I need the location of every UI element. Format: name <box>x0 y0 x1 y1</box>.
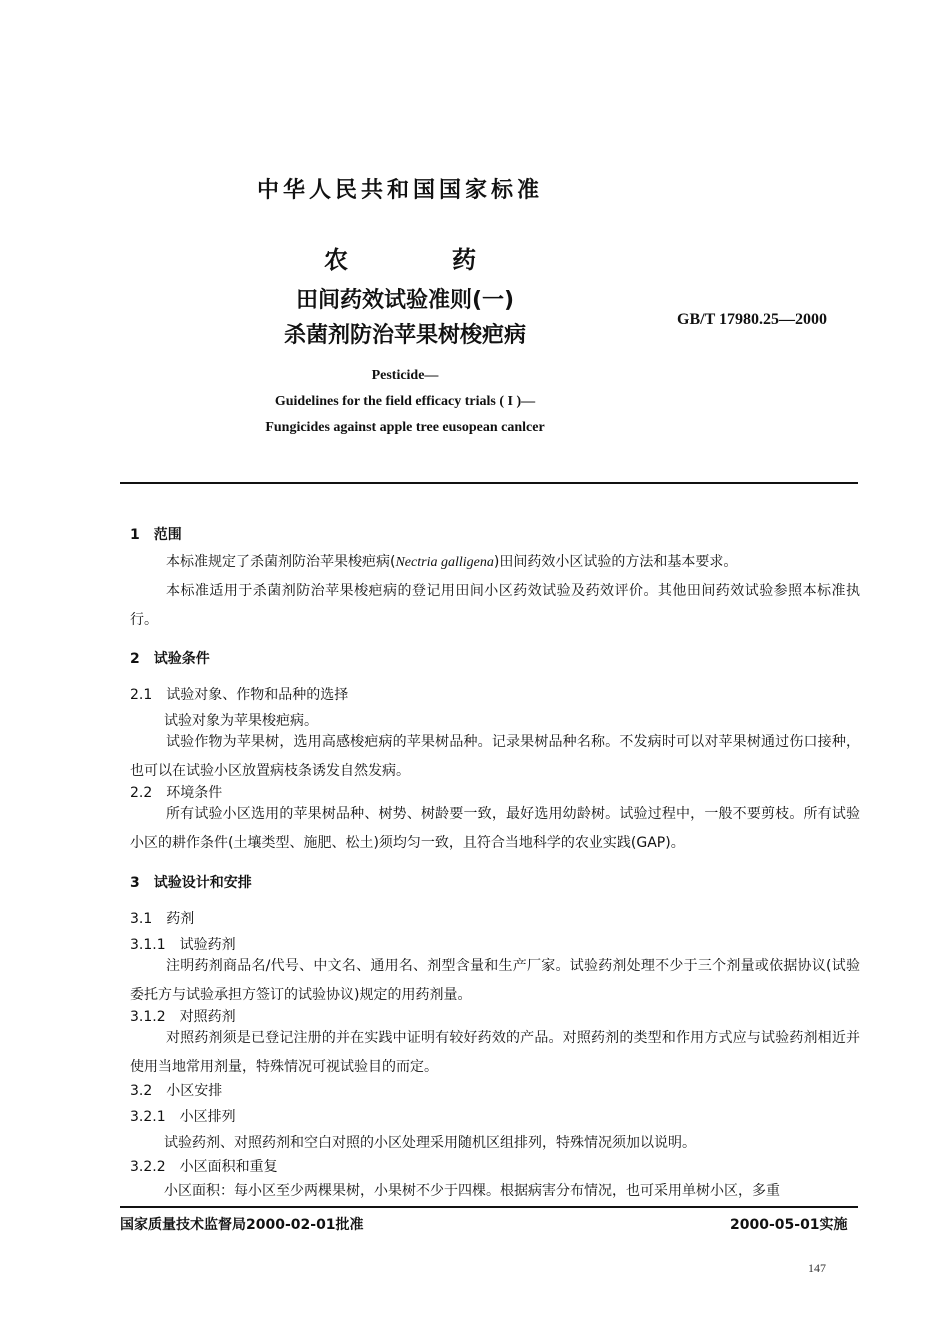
section-3-2-1-paragraph: 试验药剂、对照药剂和空白对照的小区处理采用随机区组排列，特殊情况须加以说明。 <box>164 1135 696 1151</box>
section-2-1-paragraph-1: 试验对象为苹果梭疤病。 <box>164 713 318 729</box>
section-3-heading: 3 试验设计和安排 <box>130 875 252 891</box>
section-3-1-2-paragraph: 对照药剂须是已登记注册的并在实践中证明有较好药效的产品。对照药剂的类型和作用方式应与试验药剂相近并使用当地常用剂量，特殊情况可视试验目的而定。 <box>130 1030 860 1075</box>
section-2-2-paragraph: 所有试验小区选用的苹果树品种、树势、树龄要一致，最好选用幼龄树。试验过程中，一般不要剪枝。所有试验小区的耕作条件(土壤类型、施肥、松土)须均匀一致，且符合当地科学的农业实践(GAP)。 <box>130 806 860 851</box>
section-1-heading: 1 范围 <box>130 527 182 543</box>
english-title-2: Guidelines for the field efficacy trials ( I )— <box>274 394 536 409</box>
section-1-paragraph-1: 本标准规定了杀菌剂防治苹果梭疤病(Nectria galligena)田间药效小区试验的方法和基本要求。 <box>166 554 738 570</box>
section-3-1-heading: 3.1 药剂 <box>130 911 195 927</box>
section-1-paragraph-2: 本标准适用于杀菌剂防治苹果梭疤病的登记用田间小区药效试验及药效评价。其他田间药效试验参照本标准执行。 <box>130 583 860 628</box>
english-title-1: Pesticide— <box>371 368 439 383</box>
standard-number: GB/T 17980.25—2000 <box>677 311 827 328</box>
title-main: 农 药 <box>324 246 516 274</box>
section-3-2-heading: 3.2 小区安排 <box>130 1083 223 1099</box>
implementation-date: 2000-05-01实施 <box>730 1217 848 1233</box>
section-2-heading: 2 试验条件 <box>130 651 210 667</box>
section-2-2-heading: 2.2 环境条件 <box>130 785 223 801</box>
section-2-1-paragraph-2: 试验作物为苹果树，选用高感梭疤病的苹果树品种。记录果树品种名称。不发病时可以对苹果树通过伤口接种，也可以在试验小区放置病枝条诱发自然发病。 <box>130 734 860 779</box>
approval-line: 国家质量技术监督局2000-02-01批准 <box>120 1217 364 1233</box>
section-2-1-heading: 2.1 试验对象、作物和品种的选择 <box>130 687 349 703</box>
english-title-3: Fungicides against apple tree eusopean canlcer <box>265 420 545 435</box>
section-3-2-2-heading: 3.2.2 小区面积和重复 <box>130 1159 278 1175</box>
section-3-2-2-paragraph: 小区面积：每小区至少两棵果树，小果树不少于四棵。根据病害分布情况，也可采用单树小区，多重 <box>164 1183 780 1199</box>
section-3-1-1-paragraph: 注明药剂商品名/代号、中文名、通用名、剂型含量和生产厂家。试验药剂处理不少于三个剂量或依据协议(试验委托方与试验承担方签订的试验协议)规定的用药剂量。 <box>130 958 860 1003</box>
page-number: 147 <box>808 1261 826 1275</box>
issuing-org: 中华人民共和国国家标准 <box>256 178 543 203</box>
header-divider <box>120 482 858 484</box>
title-sub: 田间药效试验准则(一) <box>295 288 515 313</box>
section-3-2-1-heading: 3.2.1 小区排列 <box>130 1109 236 1125</box>
section-3-1-2-heading: 3.1.2 对照药剂 <box>130 1009 236 1025</box>
footer-divider <box>120 1206 858 1208</box>
section-3-1-1-heading: 3.1.1 试验药剂 <box>130 937 236 953</box>
title-topic: 杀菌剂防治苹果树梭疤病 <box>283 323 526 348</box>
